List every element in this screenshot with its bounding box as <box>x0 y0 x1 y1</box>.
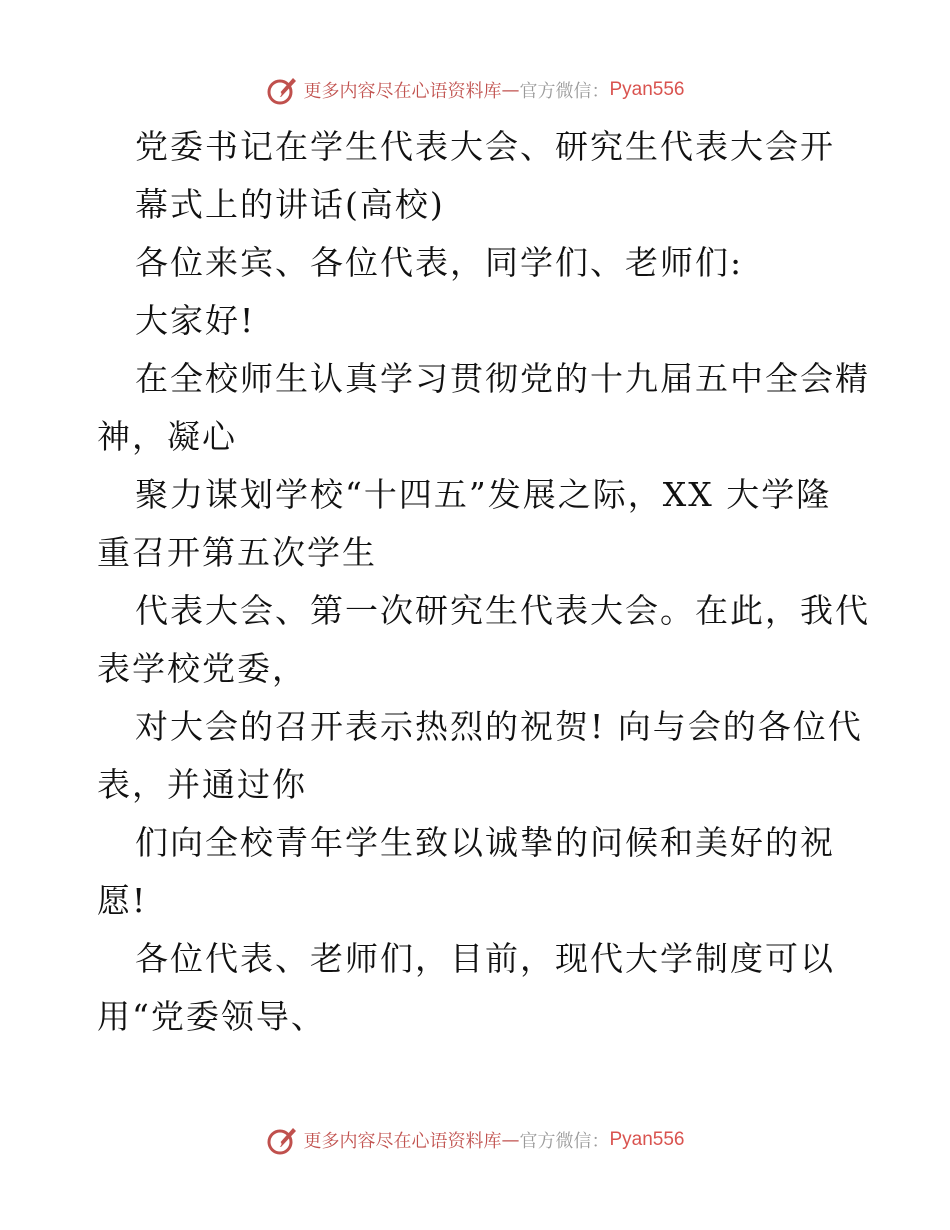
greeting: 大家好! <box>135 301 256 340</box>
banner-separator: — <box>501 79 520 101</box>
banner-separator: — <box>501 1129 520 1151</box>
paragraph-line: 神，凝心 <box>97 417 237 456</box>
quill-pen-logo-icon <box>265 73 299 107</box>
paragraph-line: 在全校师生认真学习贯彻党的十九届五中全会精 <box>135 359 870 398</box>
salutation: 各位来宾、各位代表，同学们、老师们: <box>135 243 744 282</box>
paragraph-line: 表，并通过你 <box>97 765 307 804</box>
paragraph-line: 各位代表、老师们，目前，现代大学制度可以 <box>135 939 835 978</box>
banner-wechat-label: 官方微信： <box>519 81 610 102</box>
quill-pen-logo-icon <box>265 1123 299 1157</box>
banner-wechat-id: Pyan556 <box>609 79 685 100</box>
paragraph-line: 代表大会、第一次研究生代表大会。在此，我代 <box>135 591 870 630</box>
banner-text: 更多内容尽在心语资料库 <box>303 81 502 102</box>
banner-text: 更多内容尽在心语资料库 <box>303 1131 502 1152</box>
title-line-1: 党委书记在学生代表大会、研究生代表大会开 <box>135 127 835 166</box>
title-line-2: 幕式上的讲话(高校) <box>135 185 445 224</box>
banner-wechat-label: 官方微信： <box>519 1131 610 1152</box>
paragraph-line: 重召开第五次学生 <box>97 533 377 572</box>
header-watermark-banner <box>0 70 950 110</box>
paragraph-line: 愿! <box>97 881 148 920</box>
paragraph-line: 聚力谋划学校“十四五”发展之际，XX 大学隆 <box>135 475 832 514</box>
banner-wechat-id: Pyan556 <box>609 1129 685 1150</box>
paragraph-line: 们向全校青年学生致以诚挚的问候和美好的祝 <box>135 823 835 862</box>
paragraph-line: 对大会的召开表示热烈的祝贺! 向与会的各位代 <box>135 707 863 746</box>
paragraph-line: 用“党委领导、 <box>97 997 326 1036</box>
paragraph-line: 表学校党委， <box>97 649 307 688</box>
footer-watermark-banner <box>0 1120 950 1160</box>
